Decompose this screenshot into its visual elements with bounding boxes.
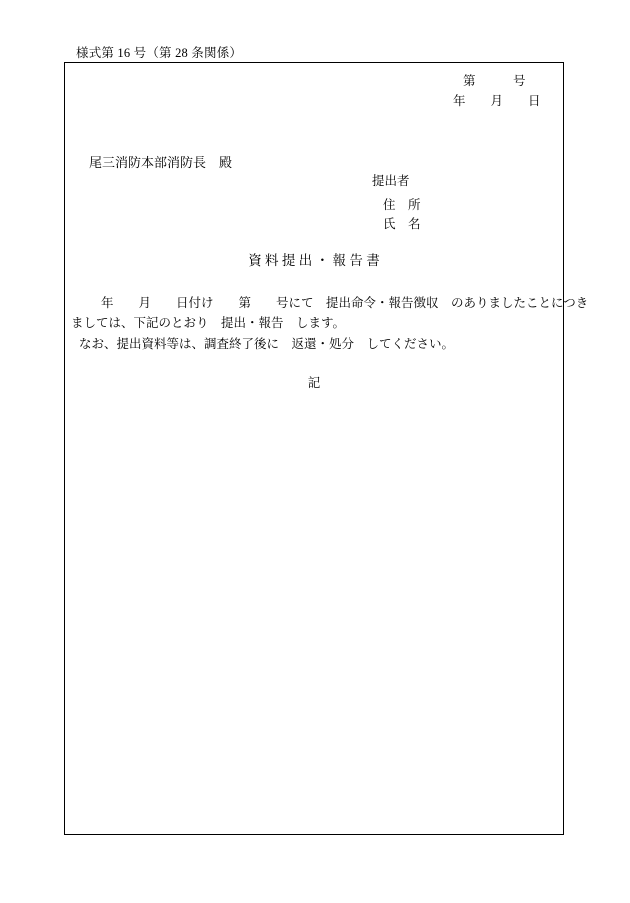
document-frame-content [65,63,589,834]
form-number-heading: 様式第 16 号（第 28 条関係） [76,46,243,60]
document-number-field: 第 号 [463,74,526,88]
document-title: 資 料 提 出 ・ 報 告 書 [248,253,380,268]
body-paragraph-line-3: なお、提出資料等は、調査終了後に 返還・処分 してください。 [79,337,455,351]
submitter-address-label: 住 所 [383,198,421,212]
submitter-name-label: 氏 名 [383,217,421,231]
submitter-label: 提出者 [372,174,410,188]
addressee-line: 尾三消防本部消防長 殿 [89,155,233,170]
body-paragraph-line-1: 年 月 日付け 第 号にて 提出命令・報告徴収 のありましたことにつき [101,296,589,310]
document-frame [64,62,589,835]
document-date-field: 年 月 日 [453,94,541,108]
ki-mark: 記 [307,376,321,390]
body-paragraph-line-2: ましては、下記のとおり 提出・報告 します。 [71,316,346,330]
